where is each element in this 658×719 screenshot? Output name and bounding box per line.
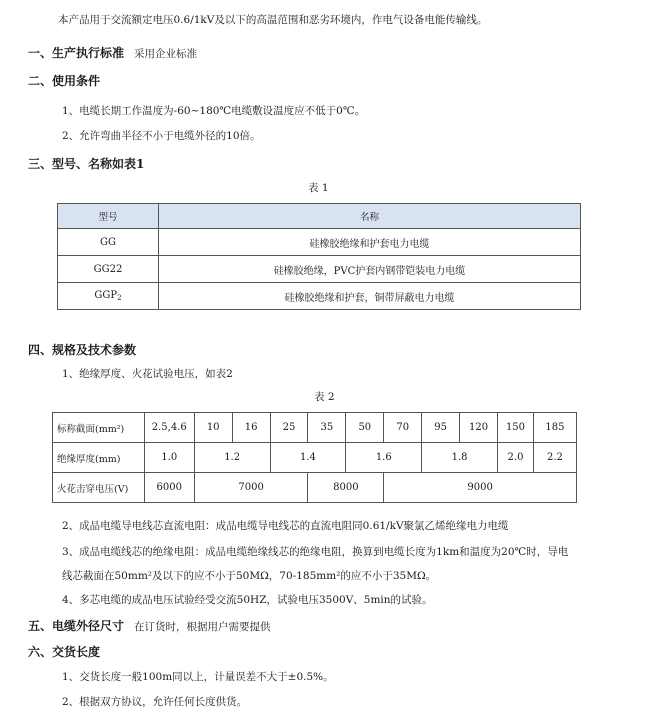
table-cell: 150 bbox=[498, 413, 534, 443]
table-1-name: 硅橡胶绝缘，PVC护套内钢带铠装电力电缆 bbox=[159, 256, 581, 283]
section-6-item-1: 1、交货长度一般100m同以上，计量误差不大于±0.5%。 bbox=[62, 671, 334, 683]
table-cell: 6000 bbox=[144, 473, 194, 503]
table-cell: 1.6 bbox=[346, 443, 422, 473]
table-cell: 50 bbox=[346, 413, 384, 443]
row-label-cross-section: 标称截面(mm²) bbox=[53, 413, 145, 443]
section-4-item-3-line-2: 线芯截面在50mm²及以下的应不小于50MΩ，70-185mm²的应不小于35MΩ。 bbox=[62, 570, 437, 582]
section-5-title: 五、电缆外径尺寸 bbox=[28, 619, 125, 633]
table-row bbox=[53, 413, 577, 443]
table-1-name: 硅橡胶绝缘和护套，铜带屏蔽电力电缆 bbox=[159, 283, 581, 310]
section-2-title: 二、使用条件 bbox=[28, 74, 101, 88]
table-cell: 25 bbox=[270, 413, 308, 443]
row-label-spark-voltage: 火花击穿电压(V) bbox=[53, 473, 145, 503]
table-row bbox=[53, 473, 577, 503]
table-cell: 2.5,4.6 bbox=[144, 413, 194, 443]
intro-text: 本产品用于交流额定电压0.6/1kV及以下的高温范围和恶劣环境内，作电气设备电能传输线。 bbox=[58, 14, 488, 26]
section-1-text: 采用企业标准 bbox=[134, 48, 198, 60]
section-6-title: 六、交货长度 bbox=[28, 645, 101, 659]
table-cell: 10 bbox=[194, 413, 232, 443]
table-1 bbox=[57, 203, 581, 310]
table-1-header-name: 名称 bbox=[159, 204, 581, 229]
table-2 bbox=[52, 412, 577, 503]
table-cell: 2.2 bbox=[533, 443, 576, 473]
table-cell: 7000 bbox=[194, 473, 308, 503]
table-row bbox=[58, 229, 581, 256]
table-cell: 1.2 bbox=[194, 443, 270, 473]
table-cell: 95 bbox=[422, 413, 460, 443]
table-cell: 1.0 bbox=[144, 443, 194, 473]
table-1-model bbox=[58, 283, 159, 310]
section-4-title: 四、规格及技术参数 bbox=[28, 343, 137, 357]
table-row bbox=[58, 283, 581, 310]
section-1-heading bbox=[28, 44, 197, 61]
table-cell: 16 bbox=[232, 413, 270, 443]
table-cell: 185 bbox=[533, 413, 576, 443]
table-cell: 1.4 bbox=[270, 443, 346, 473]
table-1-model: GG22 bbox=[58, 256, 159, 283]
section-5-heading bbox=[28, 617, 271, 634]
section-6-item-2: 2、根据双方协议，允许任何长度供货。 bbox=[62, 696, 248, 708]
table-cell: 2.0 bbox=[498, 443, 534, 473]
table-cell: 9000 bbox=[384, 473, 577, 503]
section-4-item-4: 4、多芯电缆的成品电压试验经受交流50HZ，试验电压3500V、5min的试验。 bbox=[62, 594, 433, 606]
section-4-item-3-line-1: 3、成品电缆线芯的绝缘电阻：成品电缆绝缘线芯的绝缘电阻，换算到电缆长度为1km和温度为20℃时，导电 bbox=[62, 546, 569, 558]
table-1-name: 硅橡胶绝缘和护套电力电缆 bbox=[159, 229, 581, 256]
table-1-model-subscript: 2 bbox=[117, 294, 122, 302]
table-row bbox=[58, 256, 581, 283]
table-cell: 8000 bbox=[308, 473, 384, 503]
table-row bbox=[53, 443, 577, 473]
table-cell: 70 bbox=[384, 413, 422, 443]
table-1-header-row bbox=[58, 204, 581, 229]
section-2-item-2: 2、允许弯曲半径不小于电缆外径的10倍。 bbox=[62, 130, 261, 142]
section-2-item-1: 1、电缆长期工作温度为-60~180℃电缆敷设温度应不低于0℃。 bbox=[62, 105, 366, 117]
table-1-header-model: 型号 bbox=[58, 204, 159, 229]
table-cell: 120 bbox=[460, 413, 498, 443]
section-4-item-1: 1、绝缘厚度、火花试验电压，如表2 bbox=[62, 368, 233, 380]
section-5-text: 在订货时，根据用户需要提供 bbox=[134, 621, 271, 633]
row-label-insulation-thickness: 绝缘厚度(mm) bbox=[53, 443, 145, 473]
table-1-model-text: GGP bbox=[94, 290, 118, 301]
table-cell: 35 bbox=[308, 413, 346, 443]
table-1-model: GG bbox=[58, 229, 159, 256]
section-4-item-2: 2、成品电缆导电线芯直流电阻：成品电缆导电线芯的直流电阻同0.61/kV聚氯乙烯绝缘电力电缆 bbox=[62, 520, 509, 532]
section-3-title: 三、型号、名称如表1 bbox=[28, 157, 145, 171]
section-1-title: 一、生产执行标准 bbox=[28, 46, 125, 60]
table-cell: 1.8 bbox=[422, 443, 498, 473]
table-1-caption: 表 1 bbox=[308, 182, 329, 194]
table-2-caption: 表 2 bbox=[314, 391, 335, 403]
